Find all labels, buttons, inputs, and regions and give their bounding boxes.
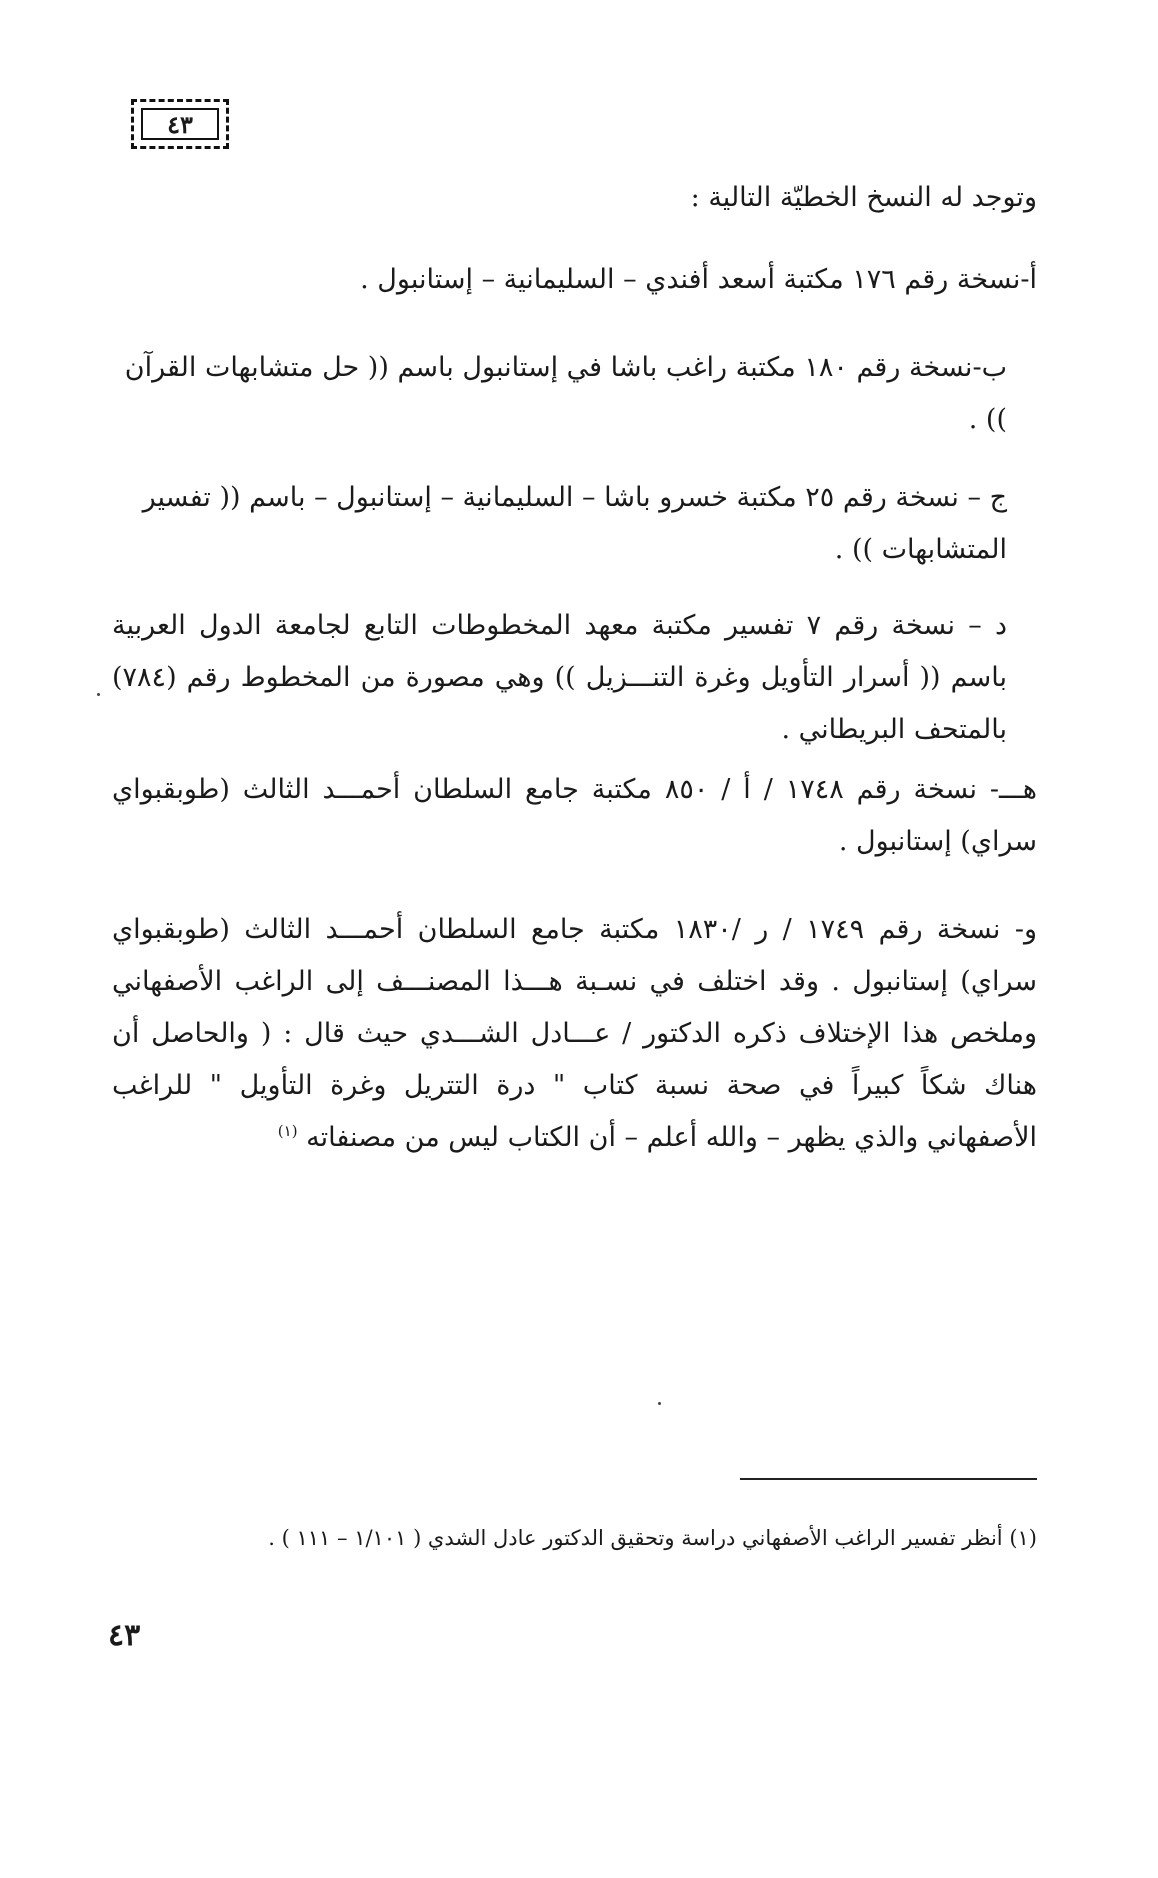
- footnote-marker: (١): [277, 1122, 298, 1140]
- manuscript-item-a: أ-نسخة رقم ١٧٦ مكتبة أسعد أفندي – السليمانية – إستانبول .: [360, 264, 1037, 295]
- intro-line: وتوجد له النسخ الخطيّة التالية :: [690, 182, 1037, 213]
- scan-speck: [658, 1402, 661, 1405]
- footnote-separator: [740, 1478, 1037, 1480]
- page-number-box: [131, 99, 229, 149]
- manuscript-item-w-text: و- نسخة رقم ١٧٤٩ / ر /١٨٣٠ مكتبة جامع السلطان أحمـــد الثالث (طوبقبواي سراي) إستانبول . وقد اختلف في نسـبة هـــذا المصنـــف إلى الراغب الأصفهاني وملخص هذا الإختلاف ذكره الدكتور / عـــادل الشـــدي حيث قال : ( والحاصل أن هناك شكاً كبيراً في صحة نسبة كتاب " درة التتريل وغرة التأويل " للراغب الأصفهاني والذي يظهر – والله أعلم – أن الكتاب ليس من مصنفاته: [112, 914, 1037, 1153]
- page-number-top: ٤٣: [141, 108, 219, 140]
- manuscript-item-d: د – نسخة رقم ٧ تفسير مكتبة معهد المخطوطات التابع لجامعة الدول العربية باسم (( أسرار التأويل وغرة التنـــزيل )) وهي مصورة من المخطوط رقم (٧٨٤) بالمتحف البريطاني .: [112, 610, 1008, 745]
- manuscript-item-c: ج – نسخة رقم ٢٥ مكتبة خسرو باشا – السليمانية – إستانبول – باسم (( تفسير المتشابهات )) .: [142, 482, 1007, 565]
- manuscript-item-b: ب-نسخة رقم ١٨٠ مكتبة راغب باشا في إستانبول باسم (( حل متشابهات القرآن )) .: [124, 352, 1007, 435]
- manuscript-item-w: [112, 904, 1037, 1164]
- scan-speck: [97, 693, 100, 696]
- manuscript-item-h: هـــ- نسخة رقم ١٧٤٨ / أ / ٨٥٠ مكتبة جامع السلطان أحمـــد الثالث (طوبقبواي سراي) إستانبول .: [112, 774, 1038, 857]
- page-number-bottom: ٤٣: [108, 1618, 141, 1653]
- footnote: (١) أنظر تفسير الراغب الأصفهاني دراسة وتحقيق الدكتور عادل الشدي ( ١/١٠١ – ١١١ ) .: [268, 1526, 1037, 1550]
